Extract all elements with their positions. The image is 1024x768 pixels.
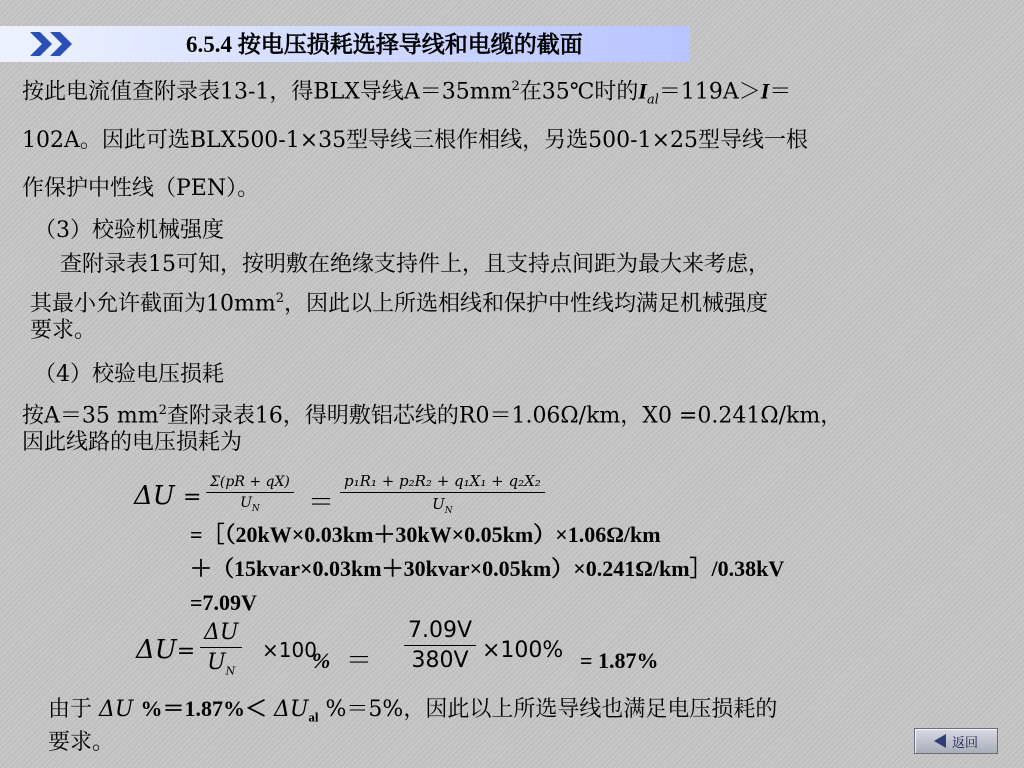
formula-percent: ΔU= [136, 635, 196, 665]
section-4-line-2: 因此线路的电压损耗为 [22, 430, 243, 455]
page-title: 6.5.4 按电压损耗选择导线和电缆的截面 [186, 32, 583, 57]
delta-u-symbol: ΔU [136, 635, 177, 665]
fraction-du-un: $\frac{\Delta U}{U_N}$ [200, 620, 242, 677]
conclusion-line-2: 要求。 [48, 730, 115, 755]
calc-line-2: ＋（15kvar×0.03km＋30kvar×0.05km）×0.241Ω/km］/0.38kV [190, 556, 785, 581]
delta-u-symbol: ΔU [134, 481, 175, 511]
return-button[interactable] [914, 728, 998, 754]
section-4-heading: （4）校验电压损耗 [34, 362, 224, 387]
fraction-709-380: $\frac{7.09V}{380V}$ [404, 618, 476, 673]
intro-line-3: 作保护中性线（PEN）。 [22, 176, 260, 201]
return-label: 返回 [951, 735, 978, 751]
equals-sign-2: ＝ [346, 646, 373, 676]
intro-line-2: 102A。因此可选BLX500-1×35型导线三根作相线，另选500-1×25型导线一根 [22, 128, 809, 153]
section-3-line-2: 其最小允许截面为$10mm^2$，因此以上所选相线和保护中性线均满足机械强度 [30, 291, 769, 317]
delta-u-symbol: ΔU [273, 697, 309, 722]
times-100-percent: ×100% [482, 638, 564, 663]
result-value: = 1.87% [580, 648, 659, 673]
calc-line-3: =7.09V [190, 590, 257, 615]
intro-line-1: 按此电流值查附录表13-1，得BLX导线$A=35mm^2$在35℃时的$I_{al}=119A>I=$ [22, 78, 792, 108]
section-3-heading: （3）校验机械强度 [34, 218, 224, 243]
formula-delta-u: ΔU = [134, 481, 202, 511]
double-chevron-icon [28, 30, 80, 58]
equals-sign: ＝ [308, 488, 335, 518]
section-3-line-3: 要求。 [30, 318, 97, 343]
fraction-expanded: $\frac{\text{p₁R₁ + p₂R₂ + q₁X₁ + q₂X₂}}{U_N}$ [340, 472, 545, 516]
fraction-sum: $\frac{\Sigma(pR + qX)}{U_N}$ [206, 474, 294, 514]
back-arrow-icon [934, 734, 946, 748]
calc-line-1: =［（20kW×0.03km＋30kW×0.05km）×1.06Ω/km [190, 522, 661, 547]
section-3-line-1: 查附录表15可知，按明敷在绝缘支持件上，且支持点间距为最大来考虑， [60, 252, 770, 277]
conclusion-line-1: 由于 ΔU $\%=1.87\%< \Delta U_{al}$ %＝5%，因此以上所选导线也满足电压损耗的 [48, 696, 778, 725]
delta-u-symbol: ΔU [99, 697, 134, 722]
percent-sign: % [312, 648, 331, 673]
times-100: ×100 [262, 638, 317, 662]
section-4-line-1: 按A＝35 $mm^2$查附录表16，得明敷铝芯线的R0＝1.06Ω/km，X0 =0.241Ω/km， [22, 403, 843, 429]
